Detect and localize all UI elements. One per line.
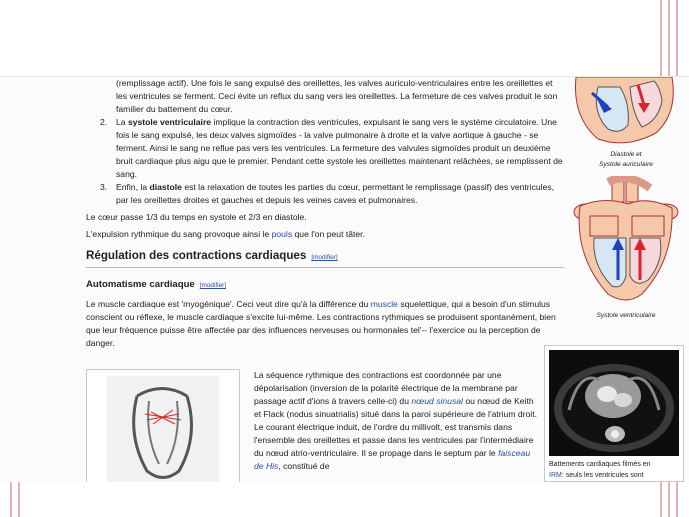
text: L'expulsion rythmique du sang provoque ainsi le [86,229,272,239]
mri-image [549,350,679,456]
decorative-line [10,482,12,517]
paragraph-cycle: Le cœur passe 1/3 du temps en systole et 2/3 en diastole. [86,212,307,222]
list-number: 3. [100,182,108,192]
heading-text: Régulation des contractions cardiaques [86,249,307,262]
wiki-screenshot [0,76,689,484]
text: que l'on peut tâter. [292,229,365,239]
decorative-line [676,482,678,517]
caption-text: Battements cardiaques filmés en [549,461,651,468]
list-text: La [116,117,128,127]
edit-link[interactable]: [modifier] [199,282,227,289]
paragraph-pouls [86,228,564,241]
thumbnail-mri[interactable] [544,345,684,482]
caption-text: : seuls les ventricules sont [561,472,644,479]
paragraph-sequence [254,369,540,473]
caption-line: Diastole et [610,151,642,158]
heart-outline-image [107,376,219,484]
text: , constitué de [278,461,330,471]
mri-caption [549,459,683,481]
thumbnail-conduction[interactable] [86,369,240,484]
paragraph-continuation: (remplissage actif). Une fois le sang expulsé des oreillettes, les valves auriculo-ventriculaires entre les oreillettes et les ventricules se ferment. Ceci évite un reflux du sang vers les oreillettes. La fermeture de ces valves produit le son familier du battement du cœur. [116,78,558,114]
link-irm[interactable]: IRM [549,472,562,479]
caption-diastole [568,150,684,170]
link-muscle[interactable]: muscle [370,299,398,309]
slide-bottom-band [0,482,689,517]
text: ou nœud de Keith et Flack (nodus sinuatrialis) situé dans la paroi supérieure de l'atrium droit. Le courant électrique induit, de l'ordre du millivolt, est transmis dans l'ensemble des oreillettes et passe dans les ventricules par l'intermédiaire du nœud atrio-ventriculaire. Il se propage dans le septum par le [254,396,537,458]
decorative-line [660,482,662,517]
heart-diagram-systole [568,176,684,306]
mri-scan-image [549,350,679,456]
paragraph-myogenique [86,298,564,350]
decorative-line [660,0,662,76]
caption-line: Systole auriculaire [599,161,653,168]
caption-systole: Systole ventriculaire [596,312,656,319]
list-text: implique la contraction des ventricules, expulsant le sang vers le système circulatoire. Une fois le sang expulsé, les deux valves sigmoïdes - la valve pulmonaire à droite et la valve aortique à gauche - se ferment. Ainsi le sang ne reflue pas vers les ventricules. La fermeture des valvules sigmoïdes produit un deuxième bruit cardiaque plus aigu que le premier. Pendant cette systole les oreillettes maintenant relâchées, se remplissent de sang. [116,117,563,179]
thumbnail-image [107,376,219,484]
list-item [86,116,564,181]
link-pouls[interactable]: pouls [271,229,293,239]
text: La séquence rythmique des contractions est coordonnée par une dépolarisation (inversion de la polarité électrique de la membrane par passage actif d'ions à travers celle-ci) du [254,370,518,406]
list-text: Enfin, la [116,182,150,192]
decorative-line [668,0,670,76]
list-item [86,181,564,207]
heart-diagrams-column [568,77,684,321]
subsection-heading [86,278,564,292]
term-bold: diastole [149,182,182,192]
slide-top-band [0,0,689,76]
term-bold: systole ventriculaire [127,117,212,127]
decorative-line [676,0,678,76]
text: squelettique, qui a besoin d'un stimulus conscient ou réflexe, le muscle cardiaque s'excite lui-même. Les contractions rythmiques se produisent spontanément, bien que leur fréquence puisse être affectée par des influences nerveuses ou hormonales tel'-- l'exercice ou la perception de danger. [86,299,556,348]
link-faisceau-his[interactable]: faisceau de His [254,448,531,471]
heading-text: Automatisme cardiaque [86,279,195,290]
list-number: 2. [100,117,108,127]
article-body [86,77,564,350]
section-heading [86,249,564,268]
decorative-line [18,482,20,517]
list-text: est la relaxation de toutes les parties du cœur, permettant le remplissage (passif) des ventricules, par les oreillettes droites et gauches et depuis les veines caves et pulmonaires. [116,182,555,205]
edit-link[interactable]: [modifier] [311,254,338,261]
decorative-line [668,482,670,517]
link-noeud-sinusal[interactable]: nœud sinusal [411,396,463,406]
heart-diagram-diastole [568,77,684,145]
text: Le muscle cardiaque est 'myogénique'. Ceci veut dire qu'à la différence du [86,299,371,309]
